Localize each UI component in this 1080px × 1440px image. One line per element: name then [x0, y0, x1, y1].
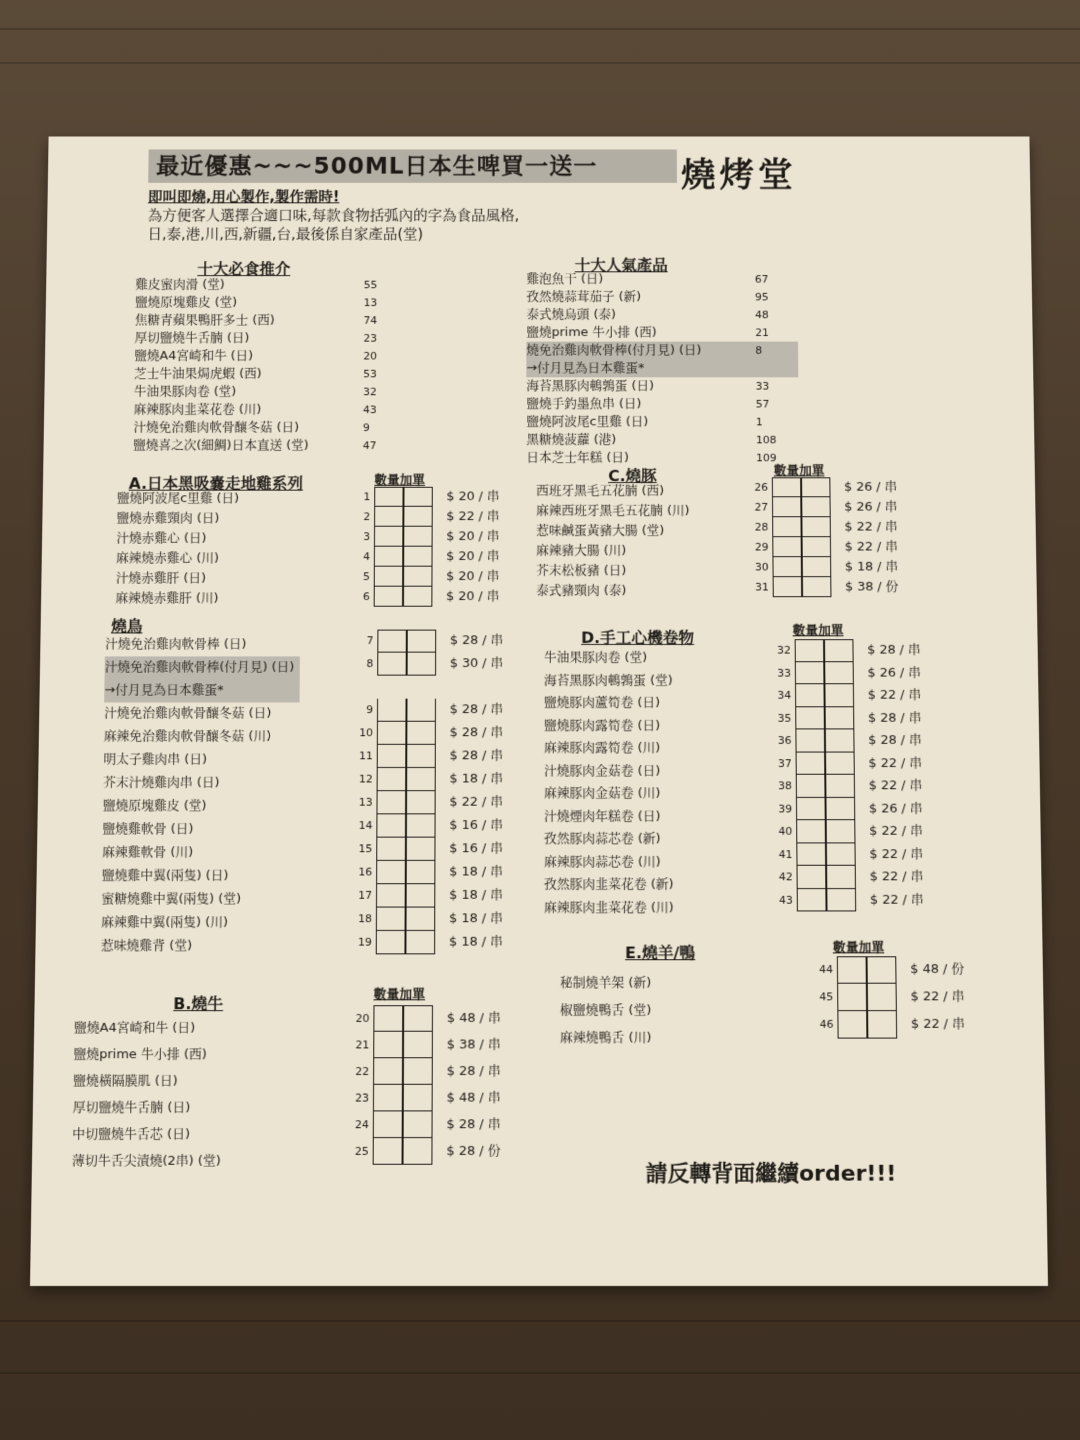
item-price: $ 22 / 串 [446, 509, 500, 524]
section-e-items [560, 970, 658, 1052]
item-number: 45 [819, 990, 834, 1004]
item-price: $ 22 / 串 [869, 869, 924, 885]
item-number: 5 [363, 570, 370, 583]
item-number: 22 [355, 1065, 370, 1078]
item-name: 焦糖青蘋果鴨肝多士 (西) [134, 313, 275, 328]
quantity-box[interactable] [837, 956, 897, 983]
item-price: $ 22 / 串 [910, 1016, 966, 1032]
item-price: 48 [755, 308, 769, 321]
quantity-box[interactable] [373, 1111, 433, 1138]
menu-item-name: 麻辣豚肉蒜芯卷 (川) [543, 854, 661, 870]
quantity-box[interactable] [795, 707, 854, 730]
item-number: 40 [778, 824, 793, 838]
item-price: $ 18 / 串 [449, 771, 504, 787]
item-price: $ 26 / 串 [844, 500, 898, 515]
promo-banner: 最近優惠~~~500ML日本生啤買一送一 [148, 149, 677, 182]
item-price: $ 28 / 份 [446, 1143, 501, 1159]
brand-logo-text: 燒烤堂 [680, 155, 797, 195]
item-number: 10 [359, 726, 374, 740]
item-number: 8 [366, 657, 374, 670]
menu-item [526, 288, 797, 306]
menu-item-name: 麻辣雞中翼(兩隻) (川) [101, 915, 229, 930]
item-name: 海苔黑豚肉鵪鶉蛋 (日) [526, 379, 654, 394]
item-price: $ 28 / 串 [449, 702, 504, 717]
menu-item-name: 孜然豚肉蒜芯卷 (新) [543, 831, 661, 847]
wood-grain [0, 1372, 1080, 1374]
menu-item [526, 431, 799, 449]
item-price: 43 [363, 403, 377, 416]
item-price: $ 20 / 串 [446, 549, 500, 564]
quantity-box[interactable] [374, 507, 433, 527]
quantity-box[interactable] [376, 908, 435, 931]
item-price: $ 18 / 串 [844, 559, 899, 575]
item-number: 33 [777, 666, 792, 679]
item-price: $ 20 / 串 [446, 489, 500, 504]
quantity-box[interactable] [377, 768, 436, 791]
menu-item-name: 麻辣豚肉金菇卷 (川) [543, 786, 661, 801]
popular-list [526, 270, 799, 467]
item-name: 鹽燒喜之次(細鯛)日本直送 (堂) [133, 438, 309, 453]
item-price: $ 18 / 串 [449, 911, 504, 927]
grid-header-e: 數量加單 [832, 940, 885, 956]
item-name: 鹽燒A4宮崎和牛 (日) [134, 349, 254, 364]
wood-grain [0, 28, 1080, 30]
item-price: $ 22 / 串 [868, 755, 923, 771]
item-number: 1 [363, 490, 371, 503]
menu-item [134, 383, 406, 401]
item-name: 燒免治雞肉軟骨棒(付月見) (日) [526, 343, 702, 358]
menu-sheet [30, 137, 1048, 1286]
quantity-box[interactable] [773, 577, 832, 597]
menu-item-name: 麻辣豚肉露筍卷 (川) [543, 740, 661, 756]
item-price: 53 [363, 367, 377, 381]
item-price: $ 22 / 串 [867, 688, 922, 703]
item-price: $ 16 / 串 [449, 818, 504, 833]
item-price: $ 48 / 份 [910, 962, 965, 977]
menu-item-name: 麻辣燒赤雞肝 (川) [115, 591, 219, 606]
menu-item-name: 麻辣西班牙黑毛五花腩 (川) [536, 503, 690, 519]
quantity-box[interactable] [772, 537, 831, 557]
quantity-box[interactable] [373, 1032, 433, 1059]
quantity-box[interactable] [797, 889, 856, 912]
item-price: $ 48 / 串 [446, 1090, 501, 1106]
wood-grain [0, 1320, 1080, 1322]
menu-item [526, 270, 797, 288]
item-price: 74 [363, 314, 378, 327]
item-number: 35 [777, 711, 792, 725]
item-price: 8 [755, 344, 763, 357]
menu-item-name: 厚切鹽燒牛舌腩 (日) [72, 1100, 191, 1116]
section-a-order-grid [350, 487, 500, 607]
menu-item-name: 秘制燒羊架 (新) [559, 975, 652, 991]
item-price: $ 28 / 串 [867, 710, 922, 726]
quantity-box[interactable] [772, 557, 831, 577]
menu-item-name: 芥末松板豬 (日) [536, 563, 627, 579]
item-number: 28 [754, 520, 769, 534]
menu-item [133, 419, 406, 437]
item-price: $ 22 / 串 [869, 892, 924, 908]
item-name: 黑糖燒菠蘿 (港) [526, 432, 617, 448]
menu-item-name: 惹味燒雞背 (堂) [100, 938, 193, 954]
quantity-box[interactable] [377, 653, 436, 676]
menu-item-name: 孜然豚肉韭菜花卷 (新) [543, 877, 674, 892]
item-price: $ 28 / 串 [449, 748, 504, 764]
menu-item [526, 413, 798, 431]
item-name: 厚切鹽燒牛舌腩 (日) [134, 331, 250, 346]
grid-header-c: 數量加單 [773, 464, 825, 479]
item-price: 57 [755, 398, 770, 411]
menu-item [526, 359, 798, 377]
menu-item-name: 海苔黑豚肉鵪鶉蛋 (堂) [543, 673, 673, 688]
item-number: 12 [358, 772, 373, 786]
grid-header-d: 數量加單 [792, 623, 844, 639]
menu-item-name: 鹽燒豚肉蘆筍卷 (日) [543, 695, 661, 711]
menu-item-name: 鹽燒赤雞頸肉 (日) [116, 511, 220, 526]
item-price: $ 22 / 串 [844, 539, 899, 555]
quantity-box[interactable] [772, 497, 831, 517]
grid-header-a: 數量加單 [374, 473, 426, 488]
quantity-box[interactable] [795, 662, 854, 685]
item-number: 46 [819, 1017, 834, 1031]
quantity-box[interactable] [374, 567, 433, 587]
item-number: 23 [355, 1091, 370, 1105]
section-e-order-grid [813, 956, 966, 1038]
item-number: 34 [777, 689, 792, 702]
item-price: $ 18 / 串 [448, 934, 504, 950]
item-price: 32 [363, 385, 377, 399]
item-name: 鹽燒原塊雞皮 (堂) [134, 295, 238, 310]
item-name: 芝士牛油果焗虎蝦 (西) [133, 366, 262, 382]
section-chicken-title: 燒鳥 [111, 617, 143, 636]
popular-title: 十大人氣產品 [574, 256, 668, 275]
footer-note: 請反轉背面繼續order!!! [645, 1161, 897, 1187]
quantity-box[interactable] [374, 547, 433, 567]
item-price: $ 20 / 串 [446, 529, 500, 544]
menu-item-name: 中切鹽燒牛舌芯 (日) [72, 1127, 191, 1143]
menu-item-name: 鹽燒prime 牛小排 (西) [73, 1047, 207, 1063]
item-price: $ 16 / 串 [449, 841, 504, 857]
item-price: $ 28 / 串 [446, 1117, 501, 1133]
item-number: 14 [358, 819, 373, 832]
menu-item [526, 449, 799, 467]
item-name: 日本芝士年糕 (日) [526, 450, 629, 466]
item-price: 67 [754, 273, 769, 286]
menu-item [134, 329, 406, 347]
item-number: 4 [363, 550, 371, 563]
quantity-box[interactable] [376, 931, 435, 954]
item-price: $ 20 / 串 [446, 589, 500, 604]
item-price: 1 [755, 415, 763, 429]
item-name: 雞皮蜜肉滑 (堂) [135, 277, 225, 292]
item-number: 9 [366, 703, 374, 716]
item-number: 11 [359, 749, 373, 763]
menu-item-name: 鹽燒阿波尾c里雞 (日) [116, 491, 240, 506]
item-number: 36 [777, 734, 792, 747]
menu-item-name: 汁燒免治雞肉軟骨棒 (日) [104, 637, 247, 652]
menu-item-name: 薄切牛舌尖漬燒(2串) (堂) [71, 1153, 222, 1169]
quantity-box[interactable] [377, 722, 436, 745]
item-price: 47 [362, 439, 377, 452]
menu-item [134, 365, 406, 383]
item-number: 39 [778, 802, 793, 815]
menu-item-name: 鹽燒豚肉露筍卷 (日) [543, 718, 661, 733]
menu-item-name: 汁燒豚肉金菇卷 (日) [543, 763, 661, 779]
item-price: $ 22 / 串 [449, 795, 504, 810]
section-c-order-grid [748, 477, 899, 597]
item-name: 鹽燒阿波尾c里雞 (日) [526, 414, 649, 430]
item-number: 44 [819, 963, 834, 976]
quantity-box[interactable] [772, 517, 831, 537]
menu-item-name: 麻辣燒鴨舌 (川) [559, 1030, 652, 1046]
section-d-items [544, 647, 680, 919]
section-chicken-order-grid [352, 630, 504, 955]
item-price: $ 28 / 串 [867, 643, 921, 658]
quantity-box[interactable] [796, 752, 855, 775]
item-number: 19 [357, 935, 372, 949]
quantity-box[interactable] [373, 1085, 433, 1112]
item-number: 37 [777, 756, 792, 770]
quantity-box[interactable] [373, 1005, 433, 1031]
menu-item-name: 汁燒煙肉年糕卷 (日) [543, 809, 661, 824]
quantity-box[interactable] [837, 984, 897, 1011]
item-number: 21 [355, 1038, 370, 1052]
item-price: $ 26 / 串 [843, 480, 898, 495]
menu-item [526, 342, 798, 360]
item-number: 2 [363, 510, 371, 523]
item-price: $ 22 / 串 [869, 824, 924, 839]
menu-item [135, 312, 407, 330]
menu-item [526, 324, 798, 342]
menu-item-name: 蜜糖燒雞中翼(兩隻) (堂) [101, 891, 242, 907]
item-price: 95 [754, 291, 769, 304]
menu-item-name: 鹽燒雞中翼(兩隻) (日) [101, 868, 229, 884]
menu-item [526, 395, 798, 413]
intro-line-3: 日,泰,港,川,西,新疆,台,最後係自家產品(堂) [147, 225, 424, 243]
wood-grain [0, 62, 1080, 64]
menu-item-name: 麻辣燒赤雞心 (川) [115, 551, 219, 566]
menu-item-name: 牛油果豚肉卷 (堂) [543, 650, 648, 666]
quantity-box[interactable] [837, 1011, 897, 1038]
item-name: 雞泡魚干 (日) [526, 272, 604, 287]
item-name: 鹽燒prime 牛小排 (西) [526, 325, 657, 340]
item-price: $ 28 / 串 [868, 733, 922, 748]
quantity-box[interactable] [377, 699, 436, 722]
section-c-title: C.燒豚 [608, 466, 657, 485]
quantity-box[interactable] [377, 745, 436, 768]
must-try-title: 十大必食推介 [197, 260, 291, 278]
item-price: $ 22 / 串 [869, 846, 924, 862]
item-number: 18 [358, 912, 373, 926]
item-price: $ 18 / 串 [449, 864, 504, 880]
item-price: 108 [755, 433, 777, 447]
quantity-box[interactable] [795, 639, 854, 662]
item-number: 32 [777, 643, 791, 657]
menu-item-name: 麻辣雞軟骨 (川) [101, 845, 194, 860]
menu-item [135, 276, 406, 294]
item-number: 7 [366, 634, 374, 647]
quantity-box[interactable] [374, 527, 433, 547]
item-number: 26 [754, 481, 769, 494]
quantity-box[interactable] [376, 791, 435, 814]
item-name: 孜然燒蒜茸茄子 (新) [526, 290, 641, 305]
quantity-box[interactable] [772, 477, 831, 497]
quantity-box[interactable] [376, 884, 435, 907]
item-price: 33 [755, 380, 770, 393]
item-number: 16 [358, 865, 373, 879]
section-b-title: B.燒牛 [173, 994, 224, 1014]
menu-item-name: 明太子雞肉串 (日) [103, 752, 208, 767]
item-number: 20 [355, 1012, 370, 1025]
item-number: 42 [778, 870, 793, 884]
item-number: 43 [778, 893, 793, 907]
menu-item [135, 294, 406, 312]
quantity-box[interactable] [376, 861, 435, 884]
section-b-items [72, 1015, 229, 1175]
menu-item-name: 汁燒赤雞肝 (日) [115, 571, 207, 586]
menu-item-name: 芥末汁燒雞肉串 (日) [102, 775, 220, 791]
menu-item-name: 汁燒免治雞肉軟骨釀冬菇 (日) [103, 706, 272, 721]
menu-item [134, 347, 406, 365]
section-e-title: E.燒羊/鴨 [625, 943, 696, 963]
menu-item-name: 汁燒免治雞肉軟骨棒(付月見) (日) [105, 656, 301, 679]
section-d-order-grid [771, 639, 924, 911]
quantity-box[interactable] [377, 630, 436, 653]
menu-item [133, 401, 405, 419]
item-number: 30 [754, 560, 769, 574]
item-price: $ 22 / 串 [844, 520, 898, 535]
quantity-box[interactable] [795, 684, 854, 707]
menu-item-name: 椒鹽燒鴨舌 (堂) [559, 1003, 652, 1018]
item-price: $ 26 / 串 [868, 801, 923, 816]
quantity-box[interactable] [795, 729, 854, 752]
menu-item-name: 麻辣豚肉韭菜花卷 (川) [543, 900, 674, 915]
item-number: 17 [358, 889, 373, 902]
quantity-box[interactable] [796, 820, 855, 843]
item-price: $ 28 / 串 [446, 1064, 501, 1079]
item-price: 109 [756, 451, 777, 465]
item-number: 6 [362, 590, 370, 603]
item-price: $ 20 / 串 [446, 569, 500, 584]
intro-line-2: 為方便客人選擇合適口味,每款食物括弧內的字為食品風格, [147, 207, 520, 224]
menu-item [133, 437, 406, 455]
quantity-box[interactable] [373, 1138, 433, 1165]
must-try-list [133, 276, 406, 455]
quantity-box[interactable] [376, 838, 435, 861]
item-number: 29 [754, 540, 769, 554]
menu-item-name: 鹽燒A4宮崎和牛 (日) [73, 1020, 196, 1036]
quantity-box[interactable] [797, 866, 856, 889]
item-price: $ 30 / 串 [449, 656, 504, 671]
item-number: 38 [778, 779, 792, 793]
item-number: 25 [354, 1144, 369, 1158]
menu-item-name: 麻辣豬大腸 (川) [536, 543, 627, 559]
section-a-items [115, 489, 245, 609]
item-price: 13 [363, 296, 378, 309]
item-name: →付月見為日本雞蛋* [526, 361, 645, 376]
item-price: 9 [362, 421, 370, 434]
item-name: 泰式燒烏頭 (泰) [526, 307, 616, 322]
item-name: 汁燒免治雞肉軟骨釀冬菇 (日) [133, 420, 300, 435]
quantity-box[interactable] [376, 814, 435, 837]
item-number: 3 [363, 530, 371, 543]
grid-header-b: 數量加單 [373, 987, 426, 1003]
item-number: 13 [358, 795, 373, 809]
item-price: $ 26 / 串 [867, 665, 922, 680]
item-price: 55 [363, 278, 378, 292]
item-name: 牛油果豚肉卷 (堂) [133, 384, 237, 399]
item-price: $ 18 / 串 [449, 888, 504, 903]
menu-item-name: 西班牙黑毛五花腩 (西) [536, 483, 665, 499]
section-a-title: A.日本黑吸嚢走地雞系列 [128, 474, 304, 493]
section-c-items [536, 481, 696, 601]
menu-item-name: 泰式豬頸肉 (泰) [536, 583, 627, 599]
menu-item [526, 306, 797, 324]
item-price: $ 38 / 串 [446, 1037, 501, 1053]
item-price: $ 28 / 串 [449, 725, 504, 740]
menu-item-name: 鹽燒橫隔膜肌 (日) [72, 1073, 178, 1089]
quantity-box[interactable] [374, 587, 433, 607]
quantity-box[interactable] [796, 775, 855, 798]
item-price: $ 22 / 串 [868, 778, 923, 794]
menu-item-name: →付月見為日本雞蛋* [104, 679, 300, 702]
menu-item [526, 377, 798, 395]
menu-item-name: 鹽燒雞軟骨 (日) [102, 822, 194, 837]
item-name: 鹽燒手釣墨魚串 (日) [526, 397, 642, 412]
item-price: 23 [363, 332, 378, 345]
item-name: 麻辣豚肉韭菜花卷 (川) [133, 402, 262, 417]
quantity-box[interactable] [374, 487, 433, 507]
intro-line-1: 即叫即燒,用心製作,製作需時! [147, 188, 340, 206]
menu-item-name: 汁燒赤雞心 (日) [116, 531, 207, 546]
item-number: 41 [778, 847, 793, 861]
menu-item-name: 鹽燒原塊雞皮 (堂) [102, 798, 207, 814]
quantity-box[interactable] [373, 1058, 433, 1085]
quantity-box[interactable] [796, 797, 855, 820]
menu-item-name: 惹味鹹蛋黃豬大腸 (堂) [536, 523, 665, 539]
item-price: 21 [755, 326, 769, 339]
item-price: $ 48 / 串 [446, 1011, 501, 1026]
item-price: $ 28 / 串 [449, 633, 504, 648]
item-price: 20 [363, 350, 377, 363]
section-b-order-grid [349, 1005, 501, 1165]
item-number: 27 [754, 501, 769, 514]
menu-item-name: 麻辣免治雞肉軟骨釀冬菇 (川) [103, 729, 272, 744]
item-price: $ 38 / 份 [844, 579, 899, 595]
item-number: 24 [354, 1118, 369, 1132]
quantity-box[interactable] [796, 843, 855, 866]
section-d-title: D.手工心機卷物 [581, 628, 695, 647]
item-price: $ 22 / 串 [910, 989, 965, 1005]
section-chicken-items [101, 633, 301, 958]
item-number: 31 [755, 580, 769, 594]
item-number: 15 [358, 842, 373, 856]
